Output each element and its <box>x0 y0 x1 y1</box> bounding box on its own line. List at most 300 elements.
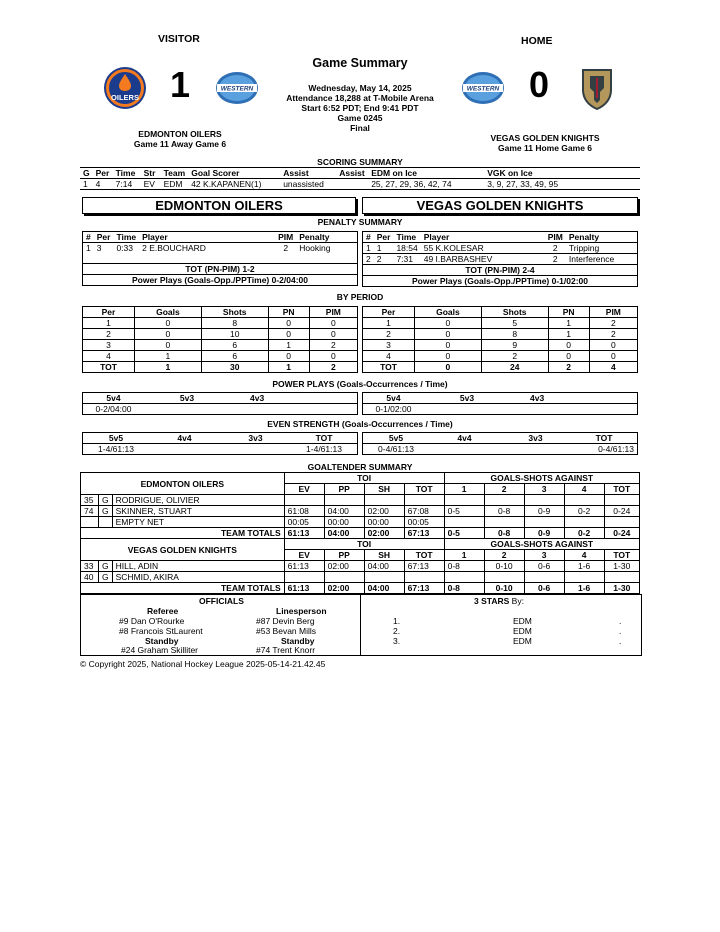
home-goalie-team: VEGAS GOLDEN KNIGHTS <box>81 539 285 561</box>
col-p4: 4 <box>564 550 604 561</box>
three-stars-panel <box>361 595 641 655</box>
cell: 0 <box>589 340 637 351</box>
col-pim: PIM <box>589 307 637 318</box>
col-3v3: 3v3 <box>248 433 263 443</box>
cell: 02:00 <box>364 528 404 539</box>
cell: 0-10 <box>484 583 524 594</box>
col-p2: 2 <box>484 484 524 495</box>
col-4v3: 4v3 <box>250 393 265 403</box>
cell: 1 <box>83 318 135 329</box>
cell: 42 K.KAPANEN(1) <box>191 179 262 189</box>
star-1-team: EDM <box>513 616 532 626</box>
col-num: # <box>86 232 91 242</box>
game-info <box>260 83 460 133</box>
cell: 1 <box>135 362 202 373</box>
cell: 0-10 <box>484 561 524 572</box>
col-5v5: 5v5 <box>388 433 404 443</box>
cell: 1 <box>83 179 88 189</box>
three-stars-title: 3 STARS <box>474 596 510 606</box>
cell: Hooking <box>299 243 331 253</box>
cell: 9 <box>481 340 548 351</box>
star-2-player: . <box>619 626 622 636</box>
cell: 1 <box>548 318 589 329</box>
table-row <box>363 340 638 351</box>
star-2-number: 2. <box>393 626 401 636</box>
col-team: Team <box>163 168 186 178</box>
cell: HILL, ADIN <box>112 561 284 572</box>
col-penalty: Penalty <box>568 232 600 242</box>
cell: 1 <box>86 243 91 253</box>
col-player: Player <box>423 232 450 242</box>
home-by-period-table <box>362 306 638 373</box>
cell: 00:05 <box>404 517 444 528</box>
cell: 0 <box>548 351 589 362</box>
standby-label-ref: Standby <box>145 636 179 646</box>
cell: Tripping <box>568 243 600 253</box>
table-row <box>83 362 358 373</box>
visitor-score: 1 <box>170 64 191 105</box>
star-3-team: EDM <box>513 636 532 646</box>
cell: 55 K.KOLESAR <box>423 243 484 253</box>
western-conference-logo-left <box>215 70 259 106</box>
col-edm-on-ice: EDM on Ice <box>371 168 418 178</box>
home-penalty-total: TOT (PN-PIM) 2-4 <box>465 265 535 275</box>
visitor-goalie-table <box>80 472 640 539</box>
cell: 0-2/04:00 <box>95 404 132 414</box>
col-per: Per <box>96 232 111 242</box>
cell: 2 <box>363 329 415 340</box>
team-totals-row <box>81 583 640 594</box>
penalty-summary-title: PENALTY SUMMARY <box>317 217 403 227</box>
cell: 61:13 <box>284 528 324 539</box>
cell: 33 <box>81 561 99 572</box>
home-label: HOME <box>521 35 553 47</box>
table-row <box>363 404 638 415</box>
col-shots: Shots <box>481 307 548 318</box>
col-p4: 4 <box>564 484 604 495</box>
cell: 5 <box>481 318 548 329</box>
col-5v4: 5v4 <box>386 393 401 403</box>
game-date: Wednesday, May 14, 2025 <box>308 83 412 93</box>
cell: 0 <box>309 351 357 362</box>
cell: 3, 9, 27, 33, 49, 95 <box>487 179 559 189</box>
game-number: Game 0245 <box>337 113 383 123</box>
col-num: # <box>366 232 371 242</box>
standby-referee: #24 Graham Skilliter <box>121 645 199 655</box>
cell: 02:00 <box>324 561 364 572</box>
table-row <box>363 318 638 329</box>
officials-title: OFFICIALS <box>199 596 244 606</box>
cell: 00:05 <box>284 517 324 528</box>
cell: 0 <box>135 318 202 329</box>
visitor-penalty-table <box>82 231 358 286</box>
cell: 04:00 <box>364 583 404 594</box>
cell: 74 <box>81 506 99 517</box>
cell: TOT <box>363 362 415 373</box>
oilers-logo <box>103 66 147 110</box>
visitor-by-period-table <box>82 306 358 373</box>
cell: 0:33 <box>116 243 133 253</box>
cell: SKINNER, STUART <box>112 506 284 517</box>
col-per: Per <box>95 168 110 178</box>
cell: 3 <box>363 340 415 351</box>
cell: 0-9 <box>524 528 564 539</box>
cell: 0 <box>415 340 482 351</box>
col-3v3: 3v3 <box>528 433 543 443</box>
col-5v5: 5v5 <box>108 433 124 443</box>
cell: 18:54 <box>396 243 418 253</box>
cell: 0 <box>415 351 482 362</box>
star-1-number: 1. <box>393 616 401 626</box>
cell: 0-5 <box>444 528 484 539</box>
cell: 2 <box>589 329 637 340</box>
cell: 2 <box>481 351 548 362</box>
col-time: Time <box>396 232 417 242</box>
toi-header: TOI <box>284 539 444 550</box>
cell: 2 <box>283 243 289 253</box>
cell: 0 <box>135 329 202 340</box>
col-pp: PP <box>324 550 364 561</box>
scoring-summary-table <box>80 167 640 190</box>
cell: 0 <box>589 351 637 362</box>
col-p1: 1 <box>444 484 484 495</box>
cell: 40 <box>81 572 99 583</box>
star-1-player: . <box>619 616 622 626</box>
oilers-logo-text: OILERS <box>111 93 139 102</box>
goaltender-summary-title: GOALTENDER SUMMARY <box>307 462 413 472</box>
cell: 00:00 <box>324 517 364 528</box>
col-assist-1: Assist <box>283 168 309 178</box>
scoring-summary-title: SCORING SUMMARY <box>317 157 403 167</box>
cell: 0-2 <box>564 528 604 539</box>
cell: 67:13 <box>404 528 444 539</box>
cell: 1-30 <box>604 583 639 594</box>
cell: 2 <box>552 243 558 253</box>
col-gsa-tot: TOT <box>604 484 639 495</box>
cell: 04:00 <box>324 528 364 539</box>
col-pn: PN <box>268 307 309 318</box>
cell: 61:08 <box>284 506 324 517</box>
cell: 0 <box>135 340 202 351</box>
totals-label: TEAM TOTALS <box>81 528 285 539</box>
col-str: Str <box>143 168 156 178</box>
col-sh: SH <box>364 484 404 495</box>
even-strength-title: EVEN STRENGTH (Goals-Occurrences / Time) <box>267 419 453 429</box>
visitor-team-banner: EDMONTON OILERS <box>82 197 356 214</box>
cell: 0-5 <box>444 506 484 517</box>
cell: EDM <box>163 179 183 189</box>
visitor-even-strength-table <box>82 432 358 455</box>
star-2-team: EDM <box>513 626 532 636</box>
cell: G <box>99 495 113 506</box>
table-row <box>81 572 640 583</box>
cell: 2 E.BOUCHARD <box>142 243 206 253</box>
cell: 25, 27, 29, 36, 42, 74 <box>371 179 452 189</box>
home-penalty-table <box>362 231 638 287</box>
col-goals: Goals <box>135 307 202 318</box>
col-pp: PP <box>324 484 364 495</box>
cell: 02:00 <box>364 506 404 517</box>
referee-label: Referee <box>147 606 179 616</box>
officials-stars-box <box>80 594 642 656</box>
col-g: G <box>83 168 90 178</box>
page-title: Game Summary <box>312 56 408 70</box>
col-pn: PN <box>548 307 589 318</box>
table-row <box>83 444 358 455</box>
cell: 2 <box>83 329 135 340</box>
cell: 4 <box>95 179 101 189</box>
cell: 1 <box>548 329 589 340</box>
col-ev: EV <box>284 484 324 495</box>
cell: 0-24 <box>604 506 639 517</box>
table-row <box>81 517 640 528</box>
cell: 8 <box>481 329 548 340</box>
cell: 0-1/02:00 <box>375 404 412 414</box>
cell: 04:00 <box>324 506 364 517</box>
cell: 61:13 <box>284 561 324 572</box>
visitor-power-plays: Power Plays (Goals-Opp./PPTime) 0-2/04:00 <box>131 275 309 285</box>
visitor-power-plays-table <box>82 392 358 415</box>
cell: 0 <box>415 318 482 329</box>
col-goals: Goals <box>415 307 482 318</box>
gsa-header: GOALS-SHOTS AGAINST <box>444 539 639 550</box>
cell: TOT <box>83 362 135 373</box>
table-row <box>363 351 638 362</box>
cell: 1 <box>366 243 371 253</box>
cell: 04:00 <box>364 561 404 572</box>
cell: 0-24 <box>604 528 639 539</box>
cell: 0-8 <box>444 561 484 572</box>
home-goalie-table <box>80 538 640 594</box>
home-power-plays-table <box>362 392 638 415</box>
cell: 0 <box>268 318 309 329</box>
col-sh: SH <box>364 550 404 561</box>
western-conference-logo-right <box>461 70 505 106</box>
team-totals-row <box>81 528 640 539</box>
col-assist-2: Assist <box>339 168 365 178</box>
cell: 1-6 <box>564 561 604 572</box>
cell: EV <box>143 179 155 189</box>
cell: 2 <box>309 362 357 373</box>
col-5v3: 5v3 <box>179 393 195 403</box>
standby-label-lines: Standby <box>281 636 315 646</box>
cell: 10 <box>201 329 268 340</box>
col-player: Player <box>142 232 168 242</box>
table-row <box>363 243 638 254</box>
table-row <box>80 179 640 190</box>
col-4v4: 4v4 <box>177 433 192 443</box>
cell: 67:13 <box>404 583 444 594</box>
copyright-footer: © Copyright 2025, National Hockey League 2025-05-14-21.42.45 <box>80 659 326 669</box>
col-gsa-tot: TOT <box>604 550 639 561</box>
col-tot: TOT <box>404 550 444 561</box>
col-5v3: 5v3 <box>459 393 475 403</box>
cell: 0 <box>548 340 589 351</box>
game-attendance: Attendance 18,288 at T-Mobile Arena <box>286 93 434 103</box>
cell: RODRIGUE, OLIVIER <box>112 495 284 506</box>
cell: 2 <box>548 362 589 373</box>
golden-knights-logo <box>580 68 614 110</box>
home-power-plays: Power Plays (Goals-Opp./PPTime) 0-1/02:00 <box>411 276 589 286</box>
cell: 3 <box>96 243 102 253</box>
col-per: Per <box>83 307 135 318</box>
col-p3: 3 <box>524 484 564 495</box>
cell: 2 <box>376 254 382 264</box>
col-pim: PIM <box>547 232 563 242</box>
cell: 0-6 <box>524 561 564 572</box>
cell: unassisted <box>283 179 324 189</box>
table-row <box>363 444 638 455</box>
col-p2: 2 <box>484 550 524 561</box>
col-4v3: 4v3 <box>530 393 545 403</box>
visitor-penalty-total: TOT (PN-PIM) 1-2 <box>185 264 255 274</box>
col-tot: TOT <box>315 433 333 443</box>
home-even-strength-table <box>362 432 638 455</box>
col-pim: PIM <box>309 307 357 318</box>
cell: 7:31 <box>396 254 413 264</box>
cell: 2 <box>309 340 357 351</box>
cell: 24 <box>481 362 548 373</box>
cell: 0 <box>268 351 309 362</box>
table-row <box>363 254 638 265</box>
col-p3: 3 <box>524 550 564 561</box>
cell: 61:13 <box>284 583 324 594</box>
visitor-label: VISITOR <box>158 33 200 45</box>
cell: 49 I.BARBASHEV <box>423 254 493 264</box>
cell: 0-4/61:13 <box>378 444 414 454</box>
table-row <box>81 495 640 506</box>
cell: 0 <box>415 362 482 373</box>
home-team-block <box>470 133 620 153</box>
table-row <box>83 318 358 329</box>
cell: 4 <box>83 351 135 362</box>
totals-label: TEAM TOTALS <box>81 583 285 594</box>
power-plays-title: POWER PLAYS (Goals-Occurrences / Time) <box>272 379 448 389</box>
home-game-info: Game 11 Home Game 6 <box>497 143 593 153</box>
cell: 1 <box>268 362 309 373</box>
cell: 67:13 <box>404 561 444 572</box>
cell: 02:00 <box>324 583 364 594</box>
officials-panel <box>81 595 361 655</box>
cell: SCHMID, AKIRA <box>112 572 284 583</box>
cell <box>336 179 368 190</box>
col-goal-scorer: Goal Scorer <box>191 168 240 178</box>
cell: Interference <box>568 254 615 264</box>
cell: EMPTY NET <box>112 517 284 528</box>
cell: 1 <box>135 351 202 362</box>
three-stars-by: By: <box>511 596 524 606</box>
cell: 0-8 <box>484 528 524 539</box>
col-tot: TOT <box>404 484 444 495</box>
table-row <box>83 351 358 362</box>
cell: 6 <box>201 340 268 351</box>
toi-header: TOI <box>284 473 444 484</box>
western-logo-text-left: WESTERN <box>220 85 254 93</box>
table-row <box>363 329 638 340</box>
cell: 2 <box>589 318 637 329</box>
col-p1: 1 <box>444 550 484 561</box>
table-row <box>83 404 358 415</box>
cell: 2 <box>552 254 558 264</box>
cell: 0-2 <box>564 506 604 517</box>
col-penalty: Penalty <box>299 232 330 242</box>
home-team-banner: VEGAS GOLDEN KNIGHTS <box>362 197 638 214</box>
cell: 6 <box>201 351 268 362</box>
col-tot: TOT <box>595 433 613 443</box>
three-stars-header <box>474 596 524 606</box>
cell: 0 <box>415 329 482 340</box>
cell: 0-8 <box>484 506 524 517</box>
cell: 00:00 <box>364 517 404 528</box>
linesperson-label: Linesperson <box>276 606 327 616</box>
cell: 1 <box>376 243 382 253</box>
col-vgk-on-ice: VGK on Ice <box>487 168 533 178</box>
referee-2: #8 Francois StLaurent <box>119 626 203 636</box>
cell: 1-4/61:13 <box>306 444 342 454</box>
col-pim: PIM <box>278 232 294 242</box>
visitor-team-block <box>120 129 240 149</box>
col-shots: Shots <box>201 307 268 318</box>
star-3-number: 3. <box>393 636 401 646</box>
game-status: Final <box>350 123 370 133</box>
cell: 1-6 <box>564 583 604 594</box>
cell: 1 <box>363 318 415 329</box>
gsa-header: GOALS-SHOTS AGAINST <box>444 473 639 484</box>
cell: 1 <box>268 340 309 351</box>
cell: 35 <box>81 495 99 506</box>
by-period-title: BY PERIOD <box>336 292 384 302</box>
cell: 7:14 <box>115 179 133 189</box>
col-ev: EV <box>284 550 324 561</box>
linesperson-1: #87 Devin Berg <box>256 616 315 626</box>
cell: 2 <box>366 254 371 264</box>
cell: G <box>99 561 113 572</box>
cell: 0-4/61:13 <box>598 444 634 454</box>
cell: 0-6 <box>524 583 564 594</box>
col-per: Per <box>376 232 391 242</box>
linesperson-2: #53 Bevan Mills <box>256 626 317 636</box>
table-row <box>83 340 358 351</box>
standby-linesperson: #74 Trent Knorr <box>256 645 316 655</box>
col-per: Per <box>363 307 415 318</box>
cell: 30 <box>201 362 268 373</box>
col-time: Time <box>115 168 136 178</box>
cell: 8 <box>201 318 268 329</box>
table-row <box>81 561 640 572</box>
cell: 0 <box>309 318 357 329</box>
cell: G <box>99 506 113 517</box>
visitor-goalie-team: EDMONTON OILERS <box>81 473 285 495</box>
star-3-player: . <box>619 636 622 646</box>
western-logo-text-right: WESTERN <box>466 85 500 93</box>
cell: 1-30 <box>604 561 639 572</box>
home-team-name: VEGAS GOLDEN KNIGHTS <box>490 133 600 143</box>
cell: G <box>99 572 113 583</box>
cell: 4 <box>363 351 415 362</box>
col-5v4: 5v4 <box>106 393 121 403</box>
cell: 0-8 <box>444 583 484 594</box>
table-row <box>83 243 358 254</box>
cell: 1-4/61:13 <box>98 444 134 454</box>
cell: 0-9 <box>524 506 564 517</box>
cell: 67:08 <box>404 506 444 517</box>
cell: 0 <box>268 329 309 340</box>
game-times: Start 6:52 PDT; End 9:41 PDT <box>301 103 419 113</box>
home-score: 0 <box>529 64 550 105</box>
col-time: Time <box>116 232 137 242</box>
referee-1: #9 Dan O'Rourke <box>119 616 185 626</box>
table-row <box>83 329 358 340</box>
